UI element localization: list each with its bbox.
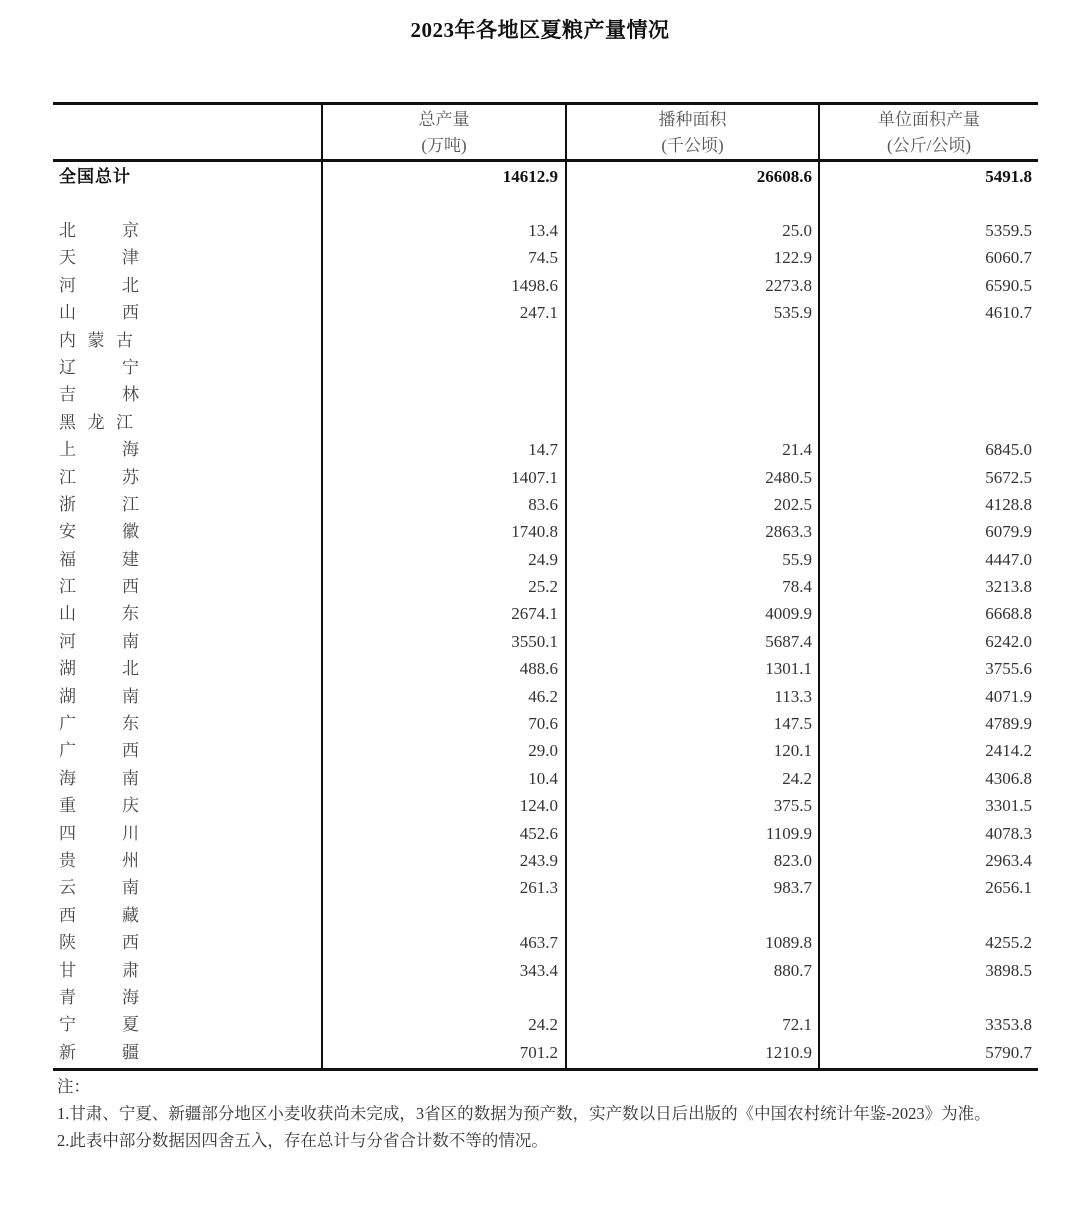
region-name-char: 徽	[122, 522, 139, 542]
region-name-char: 西	[122, 933, 139, 953]
yield-value: 6060.7	[985, 248, 1032, 268]
total-output-value: 25.2	[528, 577, 558, 597]
table-row	[53, 957, 1038, 984]
sown-area-value: 113.3	[774, 686, 812, 706]
total-output-value: 701.2	[519, 1042, 558, 1062]
note-item-1: 1.甘肃、宁夏、新疆部分地区小麦收获尚未完成，3省区的数据为预产数，实产数以日后出版的《中国农村统计年鉴-2023》为准。	[57, 1104, 991, 1123]
region-name-char: 江	[122, 494, 139, 514]
region-name	[59, 464, 139, 491]
region-name	[59, 902, 139, 929]
region-name	[59, 244, 139, 271]
sown-area-value: 535.9	[773, 303, 812, 323]
row-spacer	[53, 192, 1038, 217]
table-bottom-rule	[53, 1068, 1038, 1071]
sown-area-value: 2273.8	[765, 275, 812, 295]
region-name	[59, 874, 139, 901]
region-name-char: 新	[59, 1042, 76, 1062]
table-row	[53, 902, 1038, 929]
region-name-char: 辽	[59, 357, 76, 377]
region-name	[59, 381, 139, 408]
yield-value: 5359.5	[985, 221, 1032, 240]
table-row	[53, 381, 1038, 408]
region-name	[59, 820, 139, 847]
region-name	[59, 354, 139, 381]
region-name-char: 海	[122, 987, 139, 1007]
table-row	[53, 491, 1038, 518]
yield-value: 6079.9	[985, 522, 1032, 542]
region-name-char: 京	[122, 221, 139, 240]
sown-area-value: 26608.6	[756, 167, 812, 186]
region-name-char: 上	[59, 440, 76, 460]
table-row	[53, 984, 1038, 1011]
yield-value: 3898.5	[985, 960, 1032, 980]
yield-value: 2414.2	[985, 741, 1032, 761]
total-output-value: 124.0	[519, 796, 558, 816]
sown-area-value: 1210.9	[765, 1042, 812, 1062]
region-name-char: 河	[59, 275, 76, 295]
yield-value: 4078.3	[985, 823, 1032, 843]
region-name-char: 疆	[122, 1042, 139, 1062]
table-row	[53, 655, 1038, 682]
region-name	[59, 1039, 139, 1066]
yield-value: 6242.0	[985, 631, 1032, 651]
region-name-char: 东	[122, 714, 139, 734]
region-name-char: 江	[59, 467, 76, 487]
page-title: 2023年各地区夏粮产量情况	[410, 18, 670, 42]
region-name-char: 古	[116, 330, 133, 350]
region-name	[59, 792, 139, 819]
total-output-value: 29.0	[528, 741, 558, 761]
sown-area-value: 375.5	[773, 796, 812, 816]
sown-area-value: 202.5	[773, 494, 812, 514]
sown-area-value: 120.1	[773, 741, 812, 761]
region-name	[59, 573, 139, 600]
region-name-char: 海	[59, 768, 76, 788]
region-name-char: 西	[122, 303, 139, 323]
region-name	[59, 710, 139, 737]
table-row	[53, 765, 1038, 792]
table-row	[53, 464, 1038, 491]
table-row	[53, 847, 1038, 874]
region-name-char: 湖	[59, 686, 76, 706]
total-output-value: 261.3	[519, 878, 558, 898]
region-name-char: 云	[59, 878, 76, 898]
yield-value: 4071.9	[985, 686, 1032, 706]
sown-area-value: 880.7	[773, 960, 812, 980]
sown-area-value: 21.4	[782, 440, 812, 460]
yield-value: 6845.0	[985, 440, 1032, 460]
yield-value: 3213.8	[985, 577, 1032, 597]
region-name-char: 西	[59, 905, 76, 925]
table-row	[53, 683, 1038, 710]
region-name-char: 广	[59, 741, 76, 761]
table-top-rule	[53, 102, 1038, 105]
sown-area-value: 2480.5	[765, 467, 812, 487]
total-output-value: 452.6	[519, 823, 558, 843]
region-name-char: 藏	[122, 905, 139, 925]
total-output-value: 14.7	[528, 440, 558, 460]
table-row	[53, 792, 1038, 819]
sown-area-value: 25.0	[782, 221, 812, 240]
table-row	[53, 518, 1038, 545]
yield-value: 2963.4	[985, 850, 1032, 870]
region-name-char: 南	[122, 768, 139, 788]
region-name	[59, 628, 139, 655]
sown-area-value: 147.5	[773, 714, 812, 734]
table-row	[53, 299, 1038, 326]
region-name	[59, 327, 133, 354]
region-name-char: 夏	[122, 1015, 139, 1035]
sown-area-value: 1089.8	[765, 933, 812, 953]
table-row	[53, 600, 1038, 627]
yield-value: 2656.1	[985, 878, 1032, 898]
total-output-value: 1498.6	[511, 275, 558, 295]
sown-area-value: 2863.3	[765, 522, 812, 542]
region-name-char: 宁	[59, 1015, 76, 1035]
yield-value: 4447.0	[985, 549, 1032, 569]
region-name-char: 黑	[59, 412, 76, 432]
header-total-output	[323, 107, 565, 159]
region-name	[59, 409, 133, 436]
region-name-char: 海	[122, 440, 139, 460]
total-output-value: 46.2	[528, 686, 558, 706]
table-row	[53, 272, 1038, 299]
region-name	[59, 1011, 139, 1038]
total-output-value: 2674.1	[511, 604, 558, 624]
total-output-value: 343.4	[519, 960, 558, 980]
sown-area-value: 72.1	[782, 1015, 812, 1035]
sown-area-value: 1109.9	[765, 823, 812, 843]
region-name-char: 天	[59, 248, 76, 268]
region-name-char: 林	[122, 385, 139, 405]
sown-area-value: 823.0	[773, 850, 812, 870]
region-name-char: 浙	[59, 494, 76, 514]
total-output-value: 243.9	[519, 850, 558, 870]
total-output-value: 74.5	[528, 248, 558, 268]
region-name-char: 西	[122, 741, 139, 761]
header-label: 总产量	[418, 110, 470, 129]
yield-value: 6668.8	[985, 604, 1032, 624]
table-row	[53, 737, 1038, 764]
total-output-value: 24.9	[528, 549, 558, 569]
table-row	[53, 628, 1038, 655]
header-unit: (万吨)	[421, 136, 467, 155]
sown-area-value: 5687.4	[765, 631, 812, 651]
table-row	[53, 710, 1038, 737]
yield-value: 4128.8	[985, 494, 1032, 514]
region-name-char: 湖	[59, 659, 76, 679]
table-row	[53, 573, 1038, 600]
region-name-char: 肃	[122, 960, 139, 980]
sown-area-value: 122.9	[773, 248, 812, 268]
yield-value: 6590.5	[985, 275, 1032, 295]
header-unit: (公斤/公顷)	[886, 136, 972, 155]
region-name-char: 南	[122, 686, 139, 706]
table-row	[53, 217, 1038, 244]
table-row-total	[53, 162, 1038, 192]
sown-area-value: 55.9	[782, 549, 812, 569]
total-output-value: 488.6	[519, 659, 558, 679]
region-name	[59, 272, 139, 299]
region-name	[59, 217, 139, 244]
sown-area-value: 983.7	[773, 878, 812, 898]
table-row	[53, 1011, 1038, 1038]
yield-value: 5491.8	[985, 167, 1032, 186]
region-name-char: 苏	[122, 467, 139, 487]
total-output-value: 247.1	[519, 303, 558, 323]
region-name	[59, 655, 139, 682]
region-name	[59, 518, 139, 545]
table-row	[53, 354, 1038, 381]
header-label: 单位面积产量	[878, 110, 980, 129]
region-name-char: 江	[116, 412, 133, 432]
footnotes	[57, 1073, 1017, 1154]
region-name-char: 陕	[59, 933, 76, 953]
table-row	[53, 1039, 1038, 1066]
notes-heading: 注：	[57, 1077, 90, 1096]
region-name	[59, 984, 139, 1011]
region-name-char: 川	[122, 823, 139, 843]
region-name-char: 贵	[59, 850, 76, 870]
table-row	[53, 929, 1038, 956]
region-name	[59, 765, 139, 792]
yield-value: 3301.5	[985, 796, 1032, 816]
header-unit: (千公顷)	[661, 136, 724, 155]
table-body	[53, 162, 1038, 1066]
region-name	[59, 737, 139, 764]
sown-area-value: 1301.1	[765, 659, 812, 679]
region-name-char: 州	[122, 850, 139, 870]
region-name-char: 北	[122, 275, 139, 295]
header-yield-per-area	[820, 107, 1038, 159]
table-row	[53, 327, 1038, 354]
note-item-2: 2.此表中部分数据因四舍五入，存在总计与分省合计数不等的情况。	[57, 1131, 548, 1150]
total-output-value: 10.4	[528, 768, 558, 788]
region-name-char: 吉	[59, 385, 76, 405]
region-name-char: 江	[59, 577, 76, 597]
yield-value: 5672.5	[985, 467, 1032, 487]
region-name	[59, 436, 139, 463]
table-row	[53, 244, 1038, 271]
region-name	[59, 299, 139, 326]
region-name-char: 广	[59, 714, 76, 734]
table-row	[53, 820, 1038, 847]
region-name-char: 重	[59, 796, 76, 816]
total-output-value: 70.6	[528, 714, 558, 734]
yield-value: 5790.7	[985, 1042, 1032, 1062]
region-name	[59, 600, 139, 627]
total-output-value: 3550.1	[511, 631, 558, 651]
total-output-value: 83.6	[528, 494, 558, 514]
yield-value: 3755.6	[985, 659, 1032, 679]
region-name-char: 青	[59, 987, 76, 1007]
region-name-char: 内	[59, 330, 76, 350]
total-output-value: 14612.9	[502, 167, 558, 186]
region-name-char: 甘	[59, 960, 76, 980]
total-output-value: 1740.8	[511, 522, 558, 542]
region-name-char: 庆	[122, 796, 139, 816]
region-name	[59, 491, 139, 518]
header-sown-area	[567, 107, 818, 159]
region-name	[59, 929, 139, 956]
total-output-value: 24.2	[528, 1015, 558, 1035]
region-name-char: 福	[59, 549, 76, 569]
region-name-char: 东	[122, 604, 139, 624]
yield-value: 4789.9	[985, 714, 1032, 734]
region-name-char: 四	[59, 823, 76, 843]
region-name: 全国总计	[59, 167, 131, 186]
region-name-char: 蒙	[87, 330, 105, 350]
yield-value: 4255.2	[985, 933, 1032, 953]
header-label: 播种面积	[658, 110, 727, 129]
region-name-char: 安	[59, 522, 76, 542]
region-name-char: 西	[122, 577, 139, 597]
region-name	[59, 546, 139, 573]
total-output-value: 13.4	[528, 221, 558, 240]
yield-value: 3353.8	[985, 1015, 1032, 1035]
region-name	[59, 957, 139, 984]
region-name-char: 山	[59, 604, 76, 624]
region-name-char: 山	[59, 303, 76, 323]
table-row	[53, 409, 1038, 436]
region-name-char: 南	[122, 878, 139, 898]
region-name-char: 北	[59, 221, 76, 240]
sown-area-value: 4009.9	[765, 604, 812, 624]
region-name	[59, 683, 139, 710]
yield-value: 4610.7	[985, 303, 1032, 323]
table-row	[53, 436, 1038, 463]
sown-area-value: 24.2	[782, 768, 812, 788]
total-output-value: 463.7	[519, 933, 558, 953]
yield-value: 4306.8	[985, 768, 1032, 788]
table-row	[53, 874, 1038, 901]
sown-area-value: 78.4	[782, 577, 812, 597]
region-name-char: 津	[122, 248, 139, 268]
total-output-value: 1407.1	[511, 467, 558, 487]
region-name-char: 宁	[122, 357, 139, 377]
region-name-char: 北	[122, 659, 139, 679]
region-name-char: 河	[59, 631, 76, 651]
region-name-char: 龙	[87, 412, 105, 432]
region-name-char: 南	[122, 631, 139, 651]
region-name	[59, 847, 139, 874]
table-row	[53, 546, 1038, 573]
region-name-char: 建	[122, 549, 139, 569]
